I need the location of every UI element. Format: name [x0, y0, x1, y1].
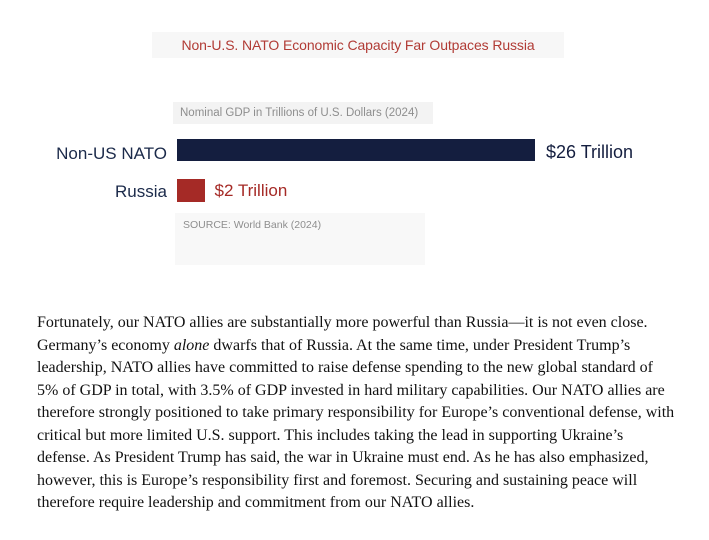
bar-non-us-nato	[177, 139, 535, 161]
value-label-russia: $2 Trillion	[214, 181, 288, 200]
category-label-russia: Russia	[115, 182, 167, 201]
category-label-non-us-nato: Non-US NATO	[56, 144, 167, 163]
emphasis-alone: alone	[173, 336, 210, 354]
paragraph-text-end: dwarfs that of Russia. At the same time, under President Trump’s leadership, NATO allies have committed to raise defense spending to the new global standard of 5% of GDP in total, with 3.5% of GDP invested in hard military capabilities. Our NATO allies are therefore strongly positioned to take primary responsibility for Europe’s conventional defense, with critical but more limited U.S. support. This includes taking the lead in supporting Ukraine’s defense. As President Trump has said, the war in Ukraine must end. As he has also emphasized, however, this is Europe’s responsibility first and foremost. Securing and sustaining peace will therefore require leadership and commitment from our NATO allies.	[37, 336, 675, 511]
paragraph-text-start: Fortunately, our NATO allies are substantially more powerful than Russia—it is not even close. Germany’s economy	[37, 314, 648, 354]
bar-russia	[177, 179, 205, 202]
chart-subtitle: Nominal GDP in Trillions of U.S. Dollars (2024)	[173, 102, 433, 124]
value-label-non-us-nato: $26 Trillion	[546, 142, 634, 162]
article-paragraph	[37, 312, 677, 515]
chart-title: Non-U.S. NATO Economic Capacity Far Outpaces Russia	[152, 32, 564, 58]
chart-source: SOURCE: World Bank (2024)	[175, 213, 425, 265]
